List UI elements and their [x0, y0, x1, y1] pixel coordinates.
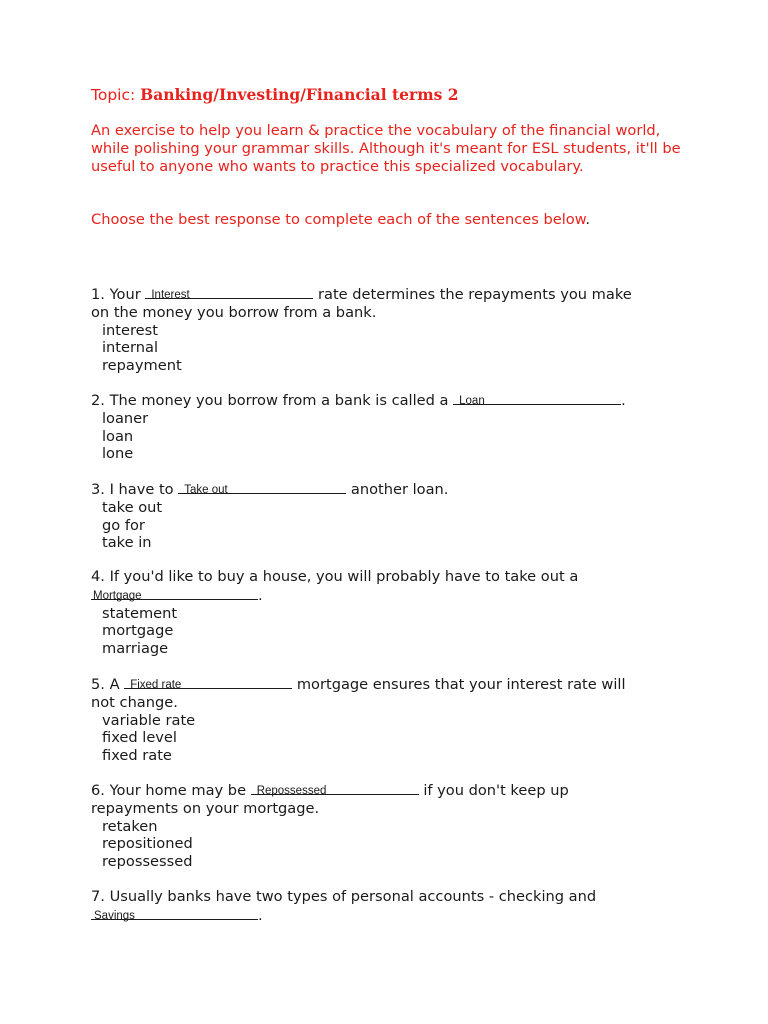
answer-blank[interactable] — [178, 480, 346, 494]
question-stem — [91, 781, 691, 800]
option: loaner — [102, 409, 149, 427]
answer-blank[interactable] — [145, 285, 313, 299]
topic-prefix: Topic: — [91, 86, 141, 104]
answer-blank[interactable] — [251, 781, 419, 795]
option: take in — [102, 534, 152, 552]
option: retaken — [102, 817, 158, 835]
question-stem — [91, 391, 691, 410]
question-7 — [91, 888, 691, 925]
stem-before: 3. I have to — [91, 481, 179, 498]
stem-before: 5. A — [91, 676, 125, 693]
question-stem-line2 — [91, 906, 691, 925]
stem-after: . — [258, 586, 263, 604]
option: fixed level — [102, 729, 177, 747]
question-stem — [91, 675, 691, 694]
topic-title: Banking/Investing/Financial terms 2 — [140, 85, 459, 104]
stem-after: rate determines the repayments you make — [313, 286, 632, 303]
answer-text: Repossessed — [256, 785, 327, 797]
answer-blank[interactable] — [91, 906, 258, 920]
question-stem: 7. Usually banks have two types of personal accounts - checking and — [91, 888, 597, 905]
option: statement — [102, 604, 178, 622]
option: marriage — [102, 640, 169, 658]
stem-line2: repayments on your mortgage. — [91, 799, 320, 817]
question-6 — [91, 781, 691, 871]
answer-blank[interactable] — [91, 586, 258, 600]
option: lone — [102, 445, 134, 463]
option: loan — [102, 427, 134, 445]
instruction-period: . — [585, 211, 590, 228]
answer-blank[interactable] — [124, 675, 292, 689]
answer-blank[interactable] — [453, 391, 621, 405]
question-3 — [91, 480, 691, 552]
stem-before: 1. Your — [91, 286, 146, 303]
option: interest — [102, 321, 158, 339]
stem-after: . — [258, 906, 263, 924]
option: repossessed — [102, 853, 193, 871]
instruction-text: Choose the best response to complete each of the sentences below — [91, 211, 586, 228]
answer-text: Loan — [459, 395, 485, 407]
option: take out — [102, 498, 163, 516]
option: repositioned — [102, 835, 193, 853]
question-stem: 4. If you'd like to buy a house, you will probably have to take out a — [91, 568, 579, 585]
option: variable rate — [102, 711, 196, 729]
instruction — [91, 211, 590, 229]
topic-heading — [91, 85, 459, 105]
question-5 — [91, 675, 691, 765]
stem-before: 2. The money you borrow from a bank is called a — [91, 392, 454, 409]
stem-after: another loan. — [346, 481, 449, 498]
answer-text: Interest — [151, 289, 190, 301]
stem-after: mortgage ensures that your interest rate will — [292, 676, 626, 693]
question-2 — [91, 391, 691, 463]
question-1 — [91, 285, 691, 375]
answer-text: Savings — [94, 909, 135, 922]
question-stem-line2 — [91, 586, 691, 605]
answer-text: Fixed rate — [130, 679, 182, 691]
option: repayment — [102, 357, 182, 375]
intro-paragraph: An exercise to help you learn & practice the vocabulary of the financial world, while polishing your grammar skills. Although it's meant for ESL students, it'll be useful to anyone who wants to practice this specialized vocabulary. — [91, 122, 681, 175]
stem-line2: not change. — [91, 693, 178, 711]
option: mortgage — [102, 622, 174, 640]
question-4 — [91, 568, 691, 658]
option: internal — [102, 339, 158, 357]
stem-before: 6. Your home may be — [91, 782, 251, 799]
stem-after: if you don't keep up — [418, 782, 569, 799]
question-stem — [91, 285, 691, 304]
answer-text: Take out — [184, 484, 228, 496]
option: go for — [102, 516, 145, 534]
stem-after: . — [621, 392, 626, 409]
answer-text: Mortgage — [93, 589, 142, 602]
option: fixed rate — [102, 747, 172, 765]
question-stem — [91, 480, 691, 499]
stem-line2: on the money you borrow from a bank. — [91, 303, 377, 321]
